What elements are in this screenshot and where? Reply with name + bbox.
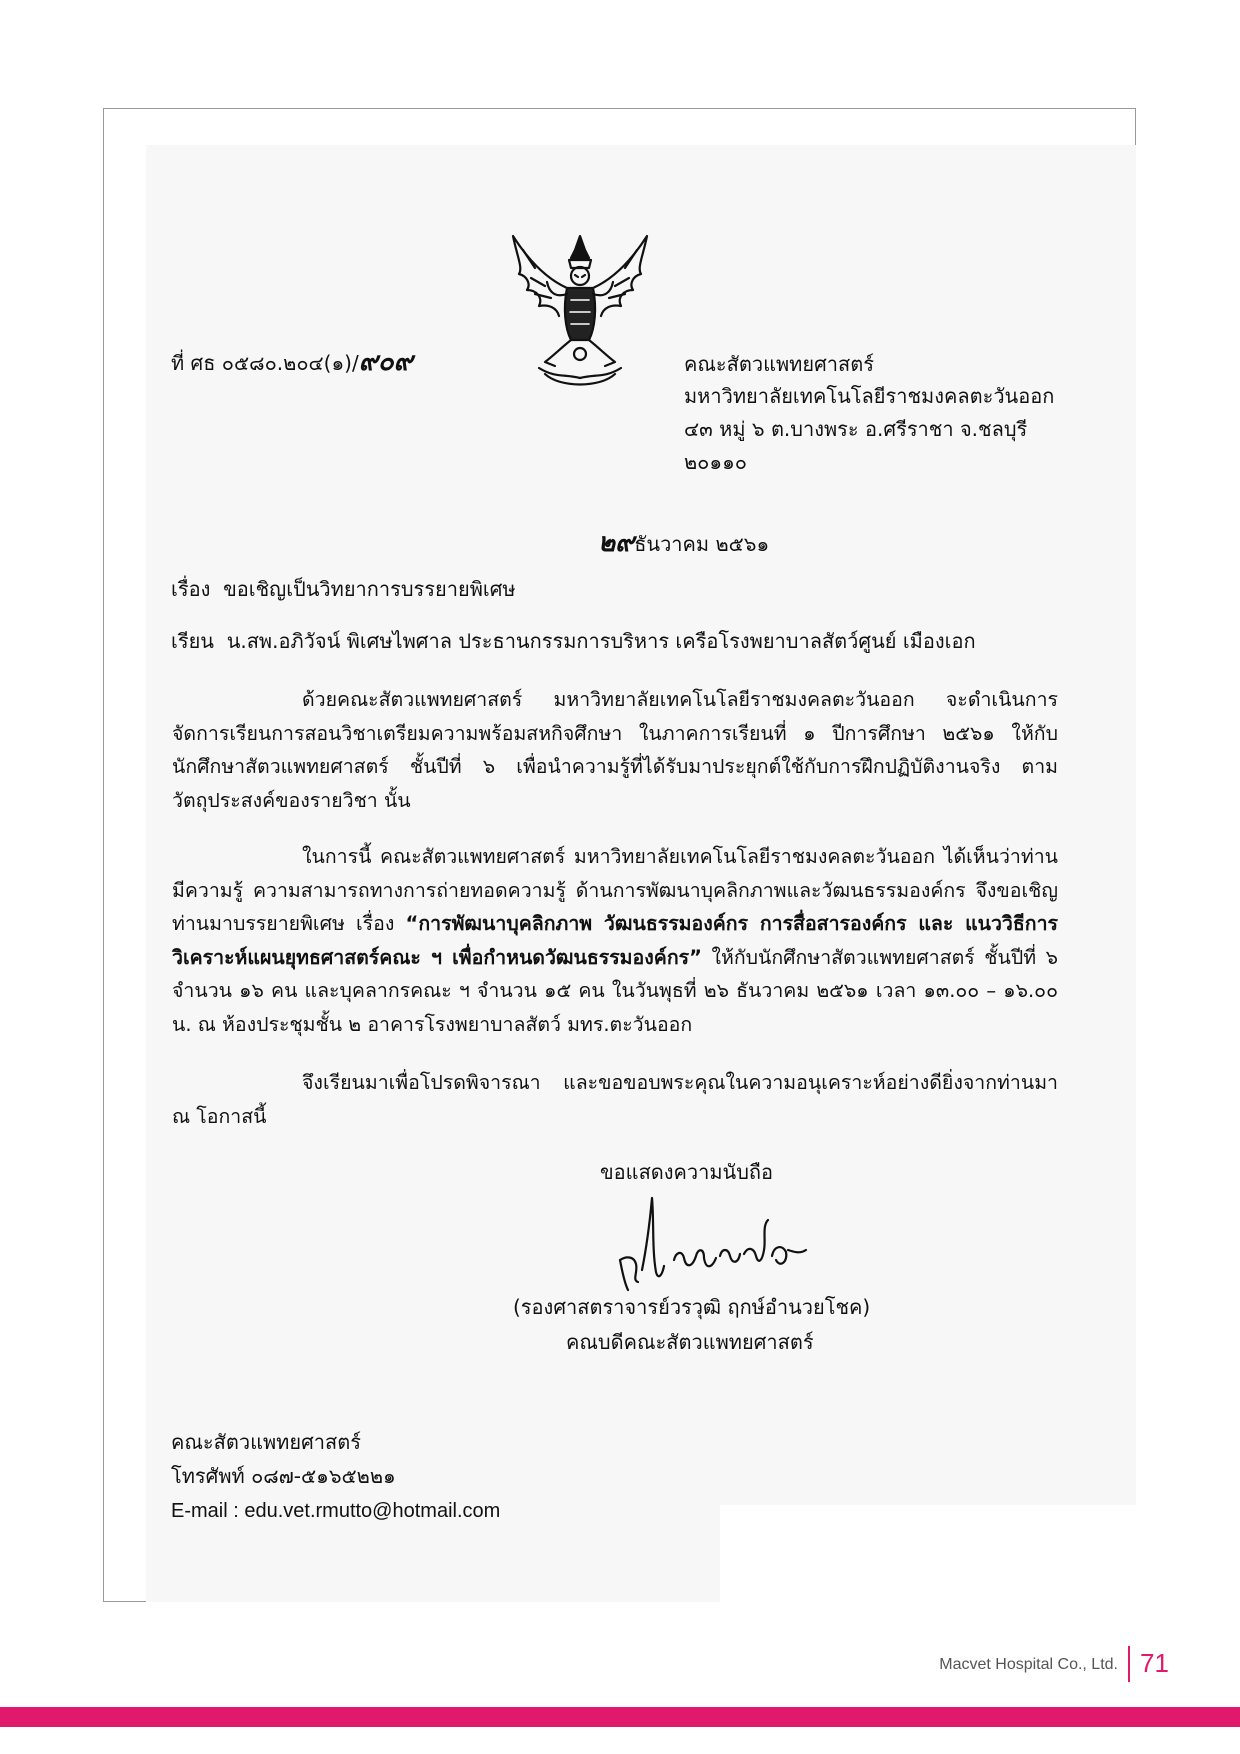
- paragraph-2: [172, 840, 1058, 1041]
- subject-line: [171, 575, 516, 603]
- garuda-emblem-icon: [505, 228, 655, 390]
- lecture-topic: “การพัฒนาบุคลิกภาพ วัฒนธรรมองค์กร การสื่อสารองค์กร และ แนววิธีการวิเคราะห์แผนยุทธศาสตร์คณะ ฯ เพื่อกำหนดวัฒนธรรมองค์กร”: [172, 912, 1058, 969]
- contact-department: คณะสัตวแพทยศาสตร์: [171, 1430, 361, 1454]
- signer-title: คณบดีคณะสัตวแพทยศาสตร์: [566, 1330, 814, 1354]
- paragraph-1: ด้วยคณะสัตวแพทยศาสตร์ มหาวิทยาลัยเทคโนโลยีราชมงคลตะวันออก จะดำเนินการจัดการเรียนการสอนวิชาเตรียมความพร้อมสหกิจศึกษา ในภาคการเรียนที่ ๑ ปีการศึกษา ๒๕๖๑ ให้กับนักศึกษาสัตวแพทยศาสตร์ ชั้นปีที่ ๖ เพื่อนำความรู้ที่ได้รับมาประยุกต์ใช้กับการฝึกปฏิบัติงานจริง ตามวัตถุประสงค์ของรายวิชา นั้น: [172, 688, 1058, 812]
- letter-date: [598, 529, 769, 558]
- bottom-accent-bar: [0, 1707, 1240, 1727]
- recipient-text: น.สพ.อภิวัจน์ พิเศษไพศาล ประธานกรรมการบริหาร เครือโรงพยาบาลสัตว์ศูนย์ เมืองเอก: [226, 629, 976, 653]
- date-month-year: ธันวาคม ๒๕๖๑: [634, 532, 770, 556]
- footer-brand: Macvet Hospital Co., Ltd.: [939, 1656, 1118, 1673]
- closing-text: ขอแสดงความนับถือ: [600, 1160, 774, 1184]
- reference-number: [171, 348, 413, 377]
- paragraph-2-details: ให้กับนักศึกษาสัตวแพทยศาสตร์ ชั้นปีที่ ๖ จำนวน ๑๖ คน และบุคลากรคณะ ฯ จำนวน ๑๕ คน ในวันพุธที่ ๒๖ ธันวาคม ๒๕๖๑ เวลา ๑๓.๐๐ – ๑๖.๐๐ น. ณ ห้องประชุมชั้น ๒ อาคารโรงพยาบาลสัตว์ มทร.ตะวันออก: [172, 945, 1058, 1036]
- date-day-handwritten: ๒๙: [598, 528, 635, 558]
- reference-handwritten-number: ๙๐๙: [358, 347, 413, 377]
- recipient-line: [171, 627, 976, 655]
- reference-prefix: ที่ ศธ ๐๕๘๐.๒๐๔(๑)/: [171, 351, 359, 375]
- org-address: ๔๓ หมู่ ๖ ต.บางพระ อ.ศรีราชา จ.ชลบุรี: [684, 417, 1028, 441]
- org-name: คณะสัตวแพทยศาสตร์: [684, 352, 874, 376]
- paragraph-2-intro: ในการนี้ คณะสัตวแพทยศาสตร์ มหาวิทยาลัยเทคโนโลยีราชมงคลตะวันออก ได้เห็นว่าท่าน มีความรู้ ความสามารถทางการถ่ายทอดความรู้ ด้านการพัฒนาบุคลิกภาพและวัฒนธรรมองค์กร จึงขอเชิญท่านมาบรรยายพิเศษ เรื่อง: [172, 845, 1058, 935]
- recipient-label: เรียน: [171, 629, 214, 653]
- page-number: 71: [1140, 1648, 1169, 1678]
- footer-separator: [1128, 1646, 1130, 1682]
- paragraph-3: จึงเรียนมาเพื่อโปรดพิจารณา และขอขอบพระคุณในความอนุเคราะห์อย่างดียิ่งจากท่านมา ณ โอกาสนี้: [172, 1071, 1058, 1128]
- org-postcode: ๒๐๑๑๐: [684, 450, 747, 474]
- org-university: มหาวิทยาลัยเทคโนโลยีราชมงคลตะวันออก: [684, 384, 1055, 408]
- signer-name: (รองศาสตราจารย์วรวุฒิ ฤกษ์อำนวยโชค): [513, 1295, 871, 1319]
- contact-phone: โทรศัพท์ ๐๘๗-๕๑๖๕๒๒๑: [171, 1464, 396, 1488]
- contact-email: E-mail : edu.vet.rmutto@hotmail.com: [171, 1500, 501, 1522]
- subject-text: ขอเชิญเป็นวิทยาการบรรยายพิเศษ: [223, 577, 516, 601]
- scan-white-patch: [720, 1505, 1136, 1602]
- subject-label: เรื่อง: [171, 577, 211, 601]
- handwritten-signature: [612, 1190, 812, 1295]
